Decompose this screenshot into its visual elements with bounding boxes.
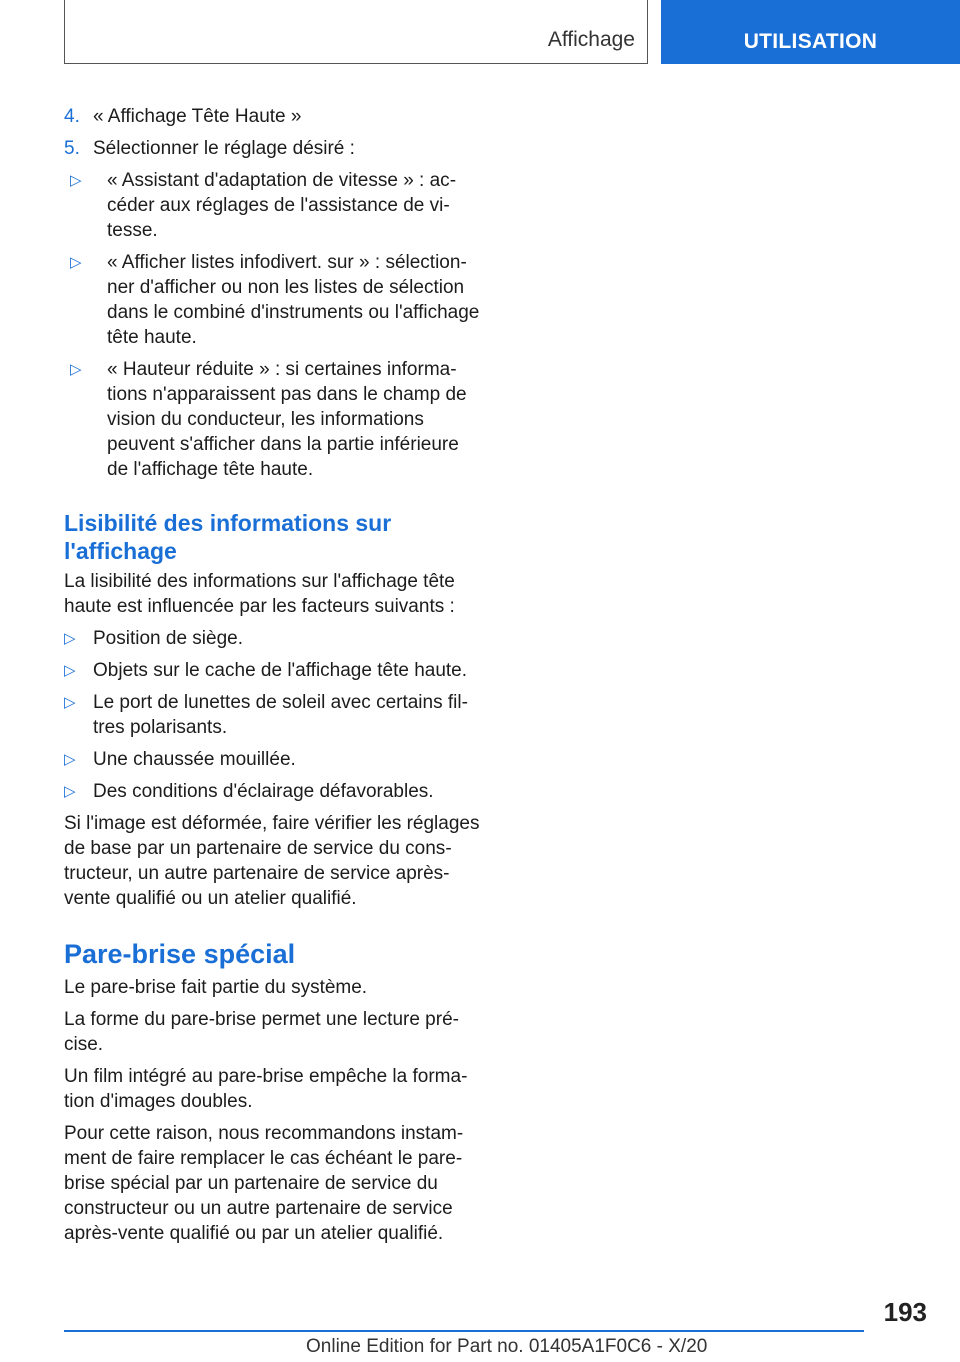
edition-note: Online Edition for Part no. 01405A1F0C6 - X/20 [306,1336,708,1357]
step5-option-list [64,168,482,482]
pare-brise-paragraph: Pour cette raison, nous recommandons instamment de faire remplacer le cas échéant le pare-brise spécial par un partenaire de service du constructeur ou un autre partenaire de service après-vente qualifié ou par un atelier qualifié. [64,1123,464,1244]
triangle-bullet-icon: ▷ [64,783,76,800]
pare-brise-heading: Pare-brise spécial [64,939,296,969]
factor-item [64,747,482,772]
lisibilite-note: Si l'image est déformée, faire vérifier les réglages de base par un partenaire de service du constructeur, un autre partenaire de service après-vente qualifié ou un atelier qualifié. [64,813,480,909]
chapter-title: UTILISATION [743,30,878,53]
option-item [64,168,482,243]
factor-item [64,658,482,683]
step-list [64,104,482,161]
step-text: « Affichage Tête Haute » [93,106,302,127]
factor-text: Une chaussée mouillée. [93,749,296,770]
triangle-bullet-icon: ▷ [70,254,82,271]
triangle-bullet-icon: ▷ [70,172,82,189]
factor-list [64,626,482,804]
step-item [64,136,482,161]
factor-text: Des conditions d'éclairage défavorables. [93,781,434,802]
factor-text: Le port de lunettes de soleil avec certains filtres polarisants. [93,692,468,738]
page-number: 193 [883,1297,927,1327]
option-text: « Assistant d'adaptation de vitesse » : accéder aux réglages de l'assistance de vitesse. [107,170,457,241]
factor-item [64,779,482,804]
factor-text: Objets sur le cache de l'affichage tête haute. [93,660,468,681]
footer-divider [64,1330,864,1332]
step-number: 5. [64,138,80,159]
triangle-bullet-icon: ▷ [64,751,76,768]
step-item [64,104,482,129]
option-item [64,357,482,482]
pare-brise-paragraph: Un film intégré au pare-brise empêche la formation d'images doubles. [64,1066,468,1112]
chapter-tab [661,0,960,64]
factor-item [64,690,482,740]
header-frame [64,0,648,64]
triangle-bullet-icon: ▷ [70,361,82,378]
factor-item [64,626,482,651]
step-text: Sélectionner le réglage désiré : [93,138,355,159]
option-text: « Hauteur réduite » : si certaines informations n'apparaissent pas dans le champ de vision du conducteur, les informations peuvent s'afficher dans la partie inférieure de l'affichage tête haute. [107,359,467,480]
step-number: 4. [64,106,80,127]
option-item [64,250,482,350]
option-text: « Afficher listes infodivert. sur » : sélectionner d'afficher ou non les listes de sélection dans le combiné d'instruments ou l'affichage tête haute. [107,252,480,348]
pare-brise-paragraph: La forme du pare-brise permet une lecture précise. [64,1009,459,1055]
triangle-bullet-icon: ▷ [64,694,76,711]
lisibilite-intro: La lisibilité des informations sur l'affichage tête haute est influencée par les facteurs suivants : [64,571,455,617]
triangle-bullet-icon: ▷ [64,630,76,647]
section-title: Affichage [547,28,635,51]
pare-brise-paragraph: Le pare-brise fait partie du système. [64,977,368,998]
lisibilite-heading: Lisibilité des informations sur l'affichage [64,510,392,564]
factor-text: Position de siège. [93,628,243,649]
page-content [64,104,482,1253]
triangle-bullet-icon: ▷ [64,662,76,679]
